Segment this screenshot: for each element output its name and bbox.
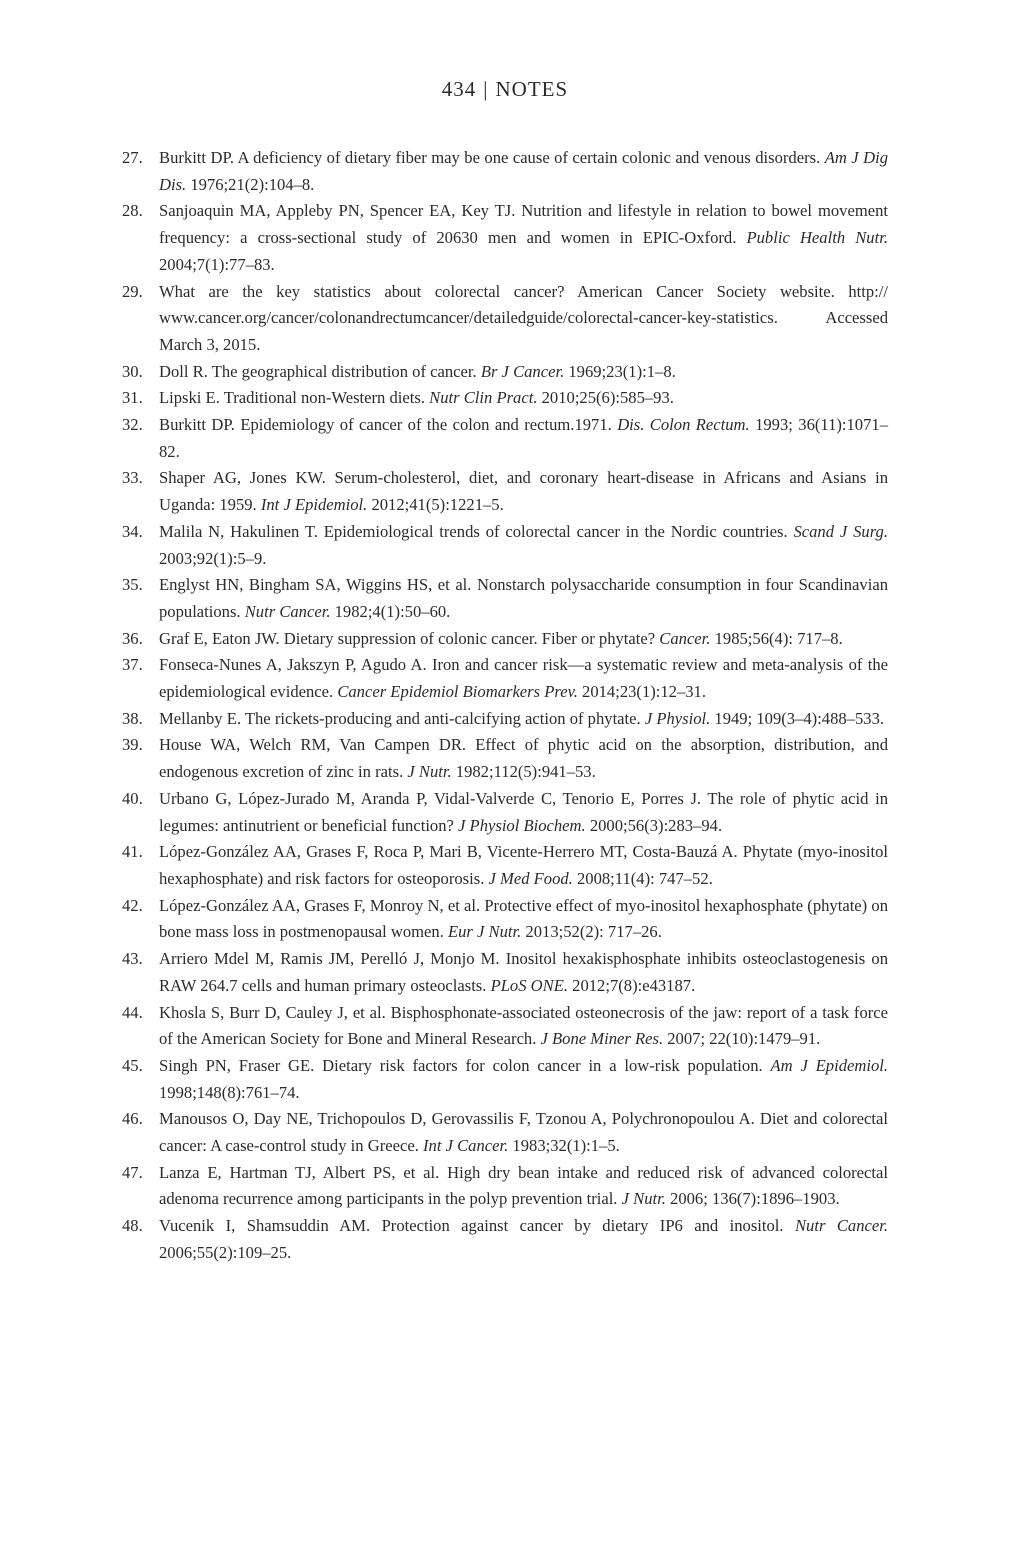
note-number: 43. (122, 949, 143, 969)
note-citation: Vucenik I, Shamsuddin AM. Protection against cancer by dietary IP6 and inositol. Nutr Cancer. 2006;55(2):109–25. (159, 1216, 888, 1262)
note-citation: Doll R. The geographical distribution of cancer. Br J Cancer. 1969;23(1):1–8. (159, 361, 676, 381)
note-number: 38. (122, 708, 143, 728)
note-citation: Burkitt DP. A deficiency of dietary fiber may be one cause of certain colonic and venous disorders. Am J Dig Dis. 1976;21(2):104–8. (159, 148, 888, 194)
note-item (122, 732, 888, 785)
note-citation: López-González AA, Grases F, Roca P, Mari B, Vicente-Herrero MT, Costa-Bauzá A. Phytate (myo-inositol hexaphosphate) and risk factors for osteoporosis. J Med Food. 2008;11(4): 747–52. (159, 842, 888, 888)
note-item (122, 145, 888, 198)
note-citation: Arriero Mdel M, Ramis JM, Perelló J, Monjo M. Inositol hexakisphosphate inhibits osteoclastogenesis on RAW 264.7 cells and human primary osteoclasts. PLoS ONE. 2012;7(8):e43187. (159, 949, 888, 995)
notes-list (122, 145, 888, 1267)
note-citation: Lanza E, Hartman TJ, Albert PS, et al. High dry bean intake and reduced risk of advanced colorectal adenoma recurrence among participants in the polyp prevention trial. J Nutr. 2006; 136(7):1896–1903. (159, 1162, 888, 1209)
note-number: 28. (122, 201, 143, 221)
note-citation: Malila N, Hakulinen T. Epidemiological trends of colorectal cancer in the Nordic countries. Scand J Surg. 2003;92(1):5–9. (159, 521, 888, 568)
note-number: 45. (122, 1055, 143, 1075)
note-number: 48. (122, 1216, 143, 1236)
note-citation: Fonseca-Nunes A, Jakszyn P, Agudo A. Iron and cancer risk—a systematic review and meta-analysis of the epidemiological evidence. Cancer Epidemiol Biomarkers Prev. 2014;23(1):12–31. (159, 655, 888, 702)
note-number: 39. (122, 735, 143, 755)
note-number: 41. (122, 842, 143, 862)
note-number: 46. (122, 1109, 143, 1129)
note-citation: Shaper AG, Jones KW. Serum-cholesterol, diet, and coronary heart-disease in Africans and Asians in Uganda: 1959. Int J Epidemiol. 2012;41(5):1221–5. (159, 468, 888, 515)
note-citation: Singh PN, Fraser GE. Dietary risk factors for colon cancer in a low-risk population. Am J Epidemiol. 1998;148(8):761–74. (159, 1055, 889, 1102)
note-item (122, 946, 888, 999)
note-citation: Lipski E. Traditional non-Western diets. Nutr Clin Pract. 2010;25(6):585–93. (159, 388, 674, 408)
note-citation: Urbano G, López-Jurado M, Aranda P, Vidal-Valverde C, Tenorio E, Porres J. The role of phytic acid in legumes: antinutrient or beneficial function? J Physiol Biochem. 2000;56(3):283–94. (159, 788, 888, 835)
note-citation: House WA, Welch RM, Van Campen DR. Effect of phytic acid on the absorption, distribution, and endogenous excretion of zinc in rats. J Nutr. 1982;112(5):941–53. (159, 735, 888, 782)
note-citation: Graf E, Eaton JW. Dietary suppression of colonic cancer. Fiber or phytate? Cancer. 1985;56(4): 717–8. (159, 628, 843, 648)
note-number: 32. (122, 415, 143, 435)
note-citation: Englyst HN, Bingham SA, Wiggins HS, et al. Nonstarch polysaccharide consumption in four Scandinavian populations. Nutr Cancer. 1982;4(1):50–60. (159, 575, 888, 621)
note-citation: Khosla S, Burr D, Cauley J, et al. Bisphosphonate-associated osteonecrosis of the jaw: report of a task force of the American Society for Bone and Mineral Research. J Bone Miner Res. 2007; 22(10):1479–91. (159, 1002, 888, 1049)
note-item (122, 1160, 888, 1213)
note-item (122, 706, 888, 733)
note-item (122, 786, 888, 839)
note-number: 34. (122, 521, 143, 541)
note-number: 36. (122, 628, 143, 648)
note-item (122, 198, 888, 278)
note-number: 29. (122, 281, 143, 301)
note-citation: Manousos O, Day NE, Trichopoulos D, Gerovassilis F, Tzonou A, Polychronopoulou A. Diet and colorectal cancer: A case-control study in Greece. Int J Cancer. 1983;32(1):1–5. (159, 1109, 888, 1156)
section-title: NOTES (495, 77, 569, 101)
note-citation: López-González AA, Grases F, Monroy N, et al. Protective effect of myo-inositol hexaphosphate (phytate) on bone mass loss in postmenopausal women. Eur J Nutr. 2013;52(2): 717–26. (159, 895, 888, 942)
note-citation: Burkitt DP. Epidemiology of cancer of the colon and rectum.1971. Dis. Colon Rectum. 1993; 36(11):1071–82. (159, 415, 888, 461)
page-number: 434 (441, 77, 477, 101)
note-item (122, 412, 888, 465)
note-item (122, 519, 888, 572)
note-item (122, 279, 888, 359)
page-header (0, 77, 1010, 102)
note-item (122, 1106, 888, 1159)
note-item (122, 1000, 888, 1053)
note-number: 33. (122, 468, 143, 488)
note-number: 27. (122, 148, 143, 167)
note-number: 42. (122, 895, 143, 915)
note-item (122, 1213, 888, 1266)
note-citation: What are the key statistics about colorectal cancer? American Cancer Society website. http://​www.cancer.org/cancer/colonandrectumcancer/detailedguide/colorectal-cancer-key​-statistics. Accessed March 3, 2015. (159, 281, 888, 354)
note-number: 40. (122, 788, 143, 808)
note-item (122, 572, 888, 625)
note-number: 44. (122, 1002, 143, 1022)
note-number: 37. (122, 655, 143, 675)
note-item (122, 1053, 888, 1106)
header-separator: | (483, 77, 489, 101)
note-item (122, 626, 888, 653)
note-number: 30. (122, 361, 143, 381)
note-item (122, 385, 888, 412)
note-item (122, 652, 888, 705)
note-item (122, 839, 888, 892)
note-item (122, 465, 888, 518)
note-item (122, 359, 888, 386)
note-number: 31. (122, 388, 143, 408)
note-number: 35. (122, 575, 143, 595)
note-citation: Sanjoaquin MA, Appleby PN, Spencer EA, Key TJ. Nutrition and lifestyle in relation to bowel movement frequency: a cross-sectional study of 20630 men and women in EPIC-Oxford. Public Health Nutr. 2004;7(1):77–83. (159, 201, 888, 274)
note-item (122, 893, 888, 946)
note-number: 47. (122, 1162, 143, 1182)
note-citation: Mellanby E. The rickets-producing and anti-calcifying action of phytate. J Physiol. 1949; 109(3–4):488–533. (159, 708, 885, 728)
